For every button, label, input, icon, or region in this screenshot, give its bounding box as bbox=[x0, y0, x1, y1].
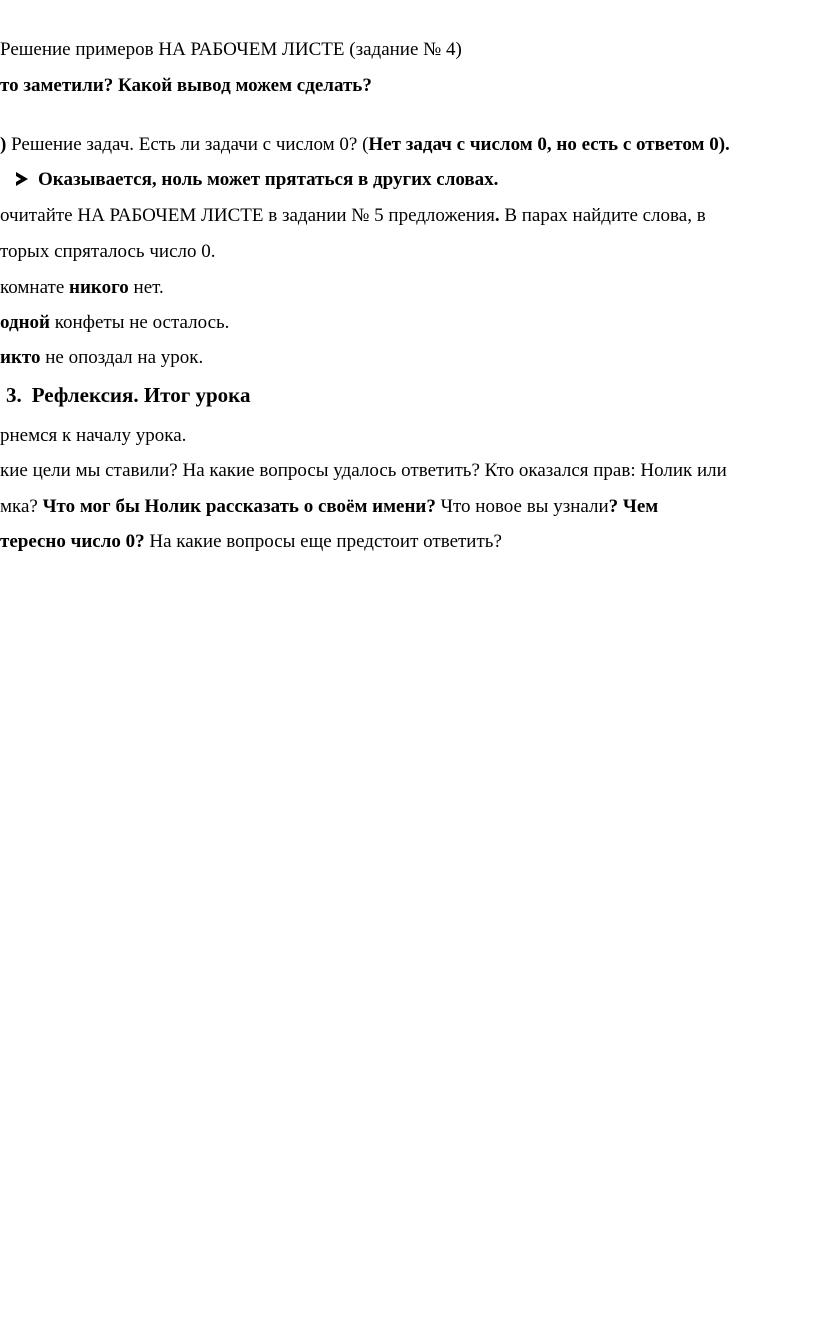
text-run: комнате bbox=[0, 277, 70, 298]
sentence-nobody bbox=[0, 276, 164, 300]
return-to-start-line bbox=[0, 424, 186, 448]
bold-question: ? Чем bbox=[608, 496, 659, 517]
bold-question: Что мог бы Нолик рассказать о своём имени? bbox=[42, 496, 436, 517]
goals-question-line bbox=[0, 459, 727, 483]
text-run: рнемся к началу урока. bbox=[0, 425, 187, 446]
text-run: то заметили? Какой вывод можем сделать? bbox=[0, 75, 372, 96]
text-run: Оказывается, ноль может прятаться в других словах. bbox=[38, 169, 499, 190]
text-run: Решение задач. Есть ли задачи с числом 0? ( bbox=[11, 134, 369, 155]
key-word: никого bbox=[69, 277, 129, 298]
section-title: Рефлексия. Итог урока bbox=[31, 383, 251, 407]
interest-zero-line bbox=[0, 530, 502, 554]
arrow-bullet-icon bbox=[16, 172, 28, 186]
text-run: На какие вопросы еще предстоит ответить? bbox=[144, 531, 502, 552]
read-task-5-line bbox=[0, 204, 706, 228]
nolik-question-line bbox=[0, 495, 658, 519]
sentence-nobody-late bbox=[0, 346, 203, 370]
bold-question: тересно число 0? bbox=[0, 531, 145, 552]
question-conclusion-line bbox=[0, 74, 372, 98]
section-number: 3. bbox=[6, 383, 22, 407]
key-word: икто bbox=[0, 347, 41, 368]
hidden-zero-line bbox=[0, 240, 216, 264]
text-run: конфеты не осталось. bbox=[49, 312, 230, 333]
text-run: Решение примеров НА РАБОЧЕМ ЛИСТЕ (задание № 4) bbox=[0, 39, 462, 60]
sentence-none-candy bbox=[0, 311, 229, 335]
text-run: мка? bbox=[0, 496, 43, 517]
text-run: . bbox=[494, 205, 500, 226]
answer-bold-text: Нет задач с числом 0, но есть с ответом 0). bbox=[368, 134, 730, 155]
text-run: Что новое вы узнали bbox=[435, 496, 609, 517]
item-marker: ) bbox=[0, 134, 12, 155]
section-heading-reflection bbox=[6, 383, 250, 407]
text-run: не опоздал на урок. bbox=[40, 347, 204, 368]
key-word: одной bbox=[0, 312, 50, 333]
text-run: кие цели мы ставили? На какие вопросы удалось ответить? Кто оказался прав: Нолик или bbox=[0, 460, 727, 481]
problem-solving-line bbox=[0, 133, 730, 157]
worksheet-task-4-line bbox=[0, 38, 462, 62]
text-run: торых спряталось число 0. bbox=[0, 241, 216, 262]
text-run: В парах найдите слова, в bbox=[499, 205, 706, 226]
zero-hiding-bullet bbox=[38, 168, 498, 192]
text-run: очитайте НА РАБОЧЕМ ЛИСТЕ в задании № 5 предложения bbox=[0, 205, 495, 226]
text-run: нет. bbox=[128, 277, 164, 298]
